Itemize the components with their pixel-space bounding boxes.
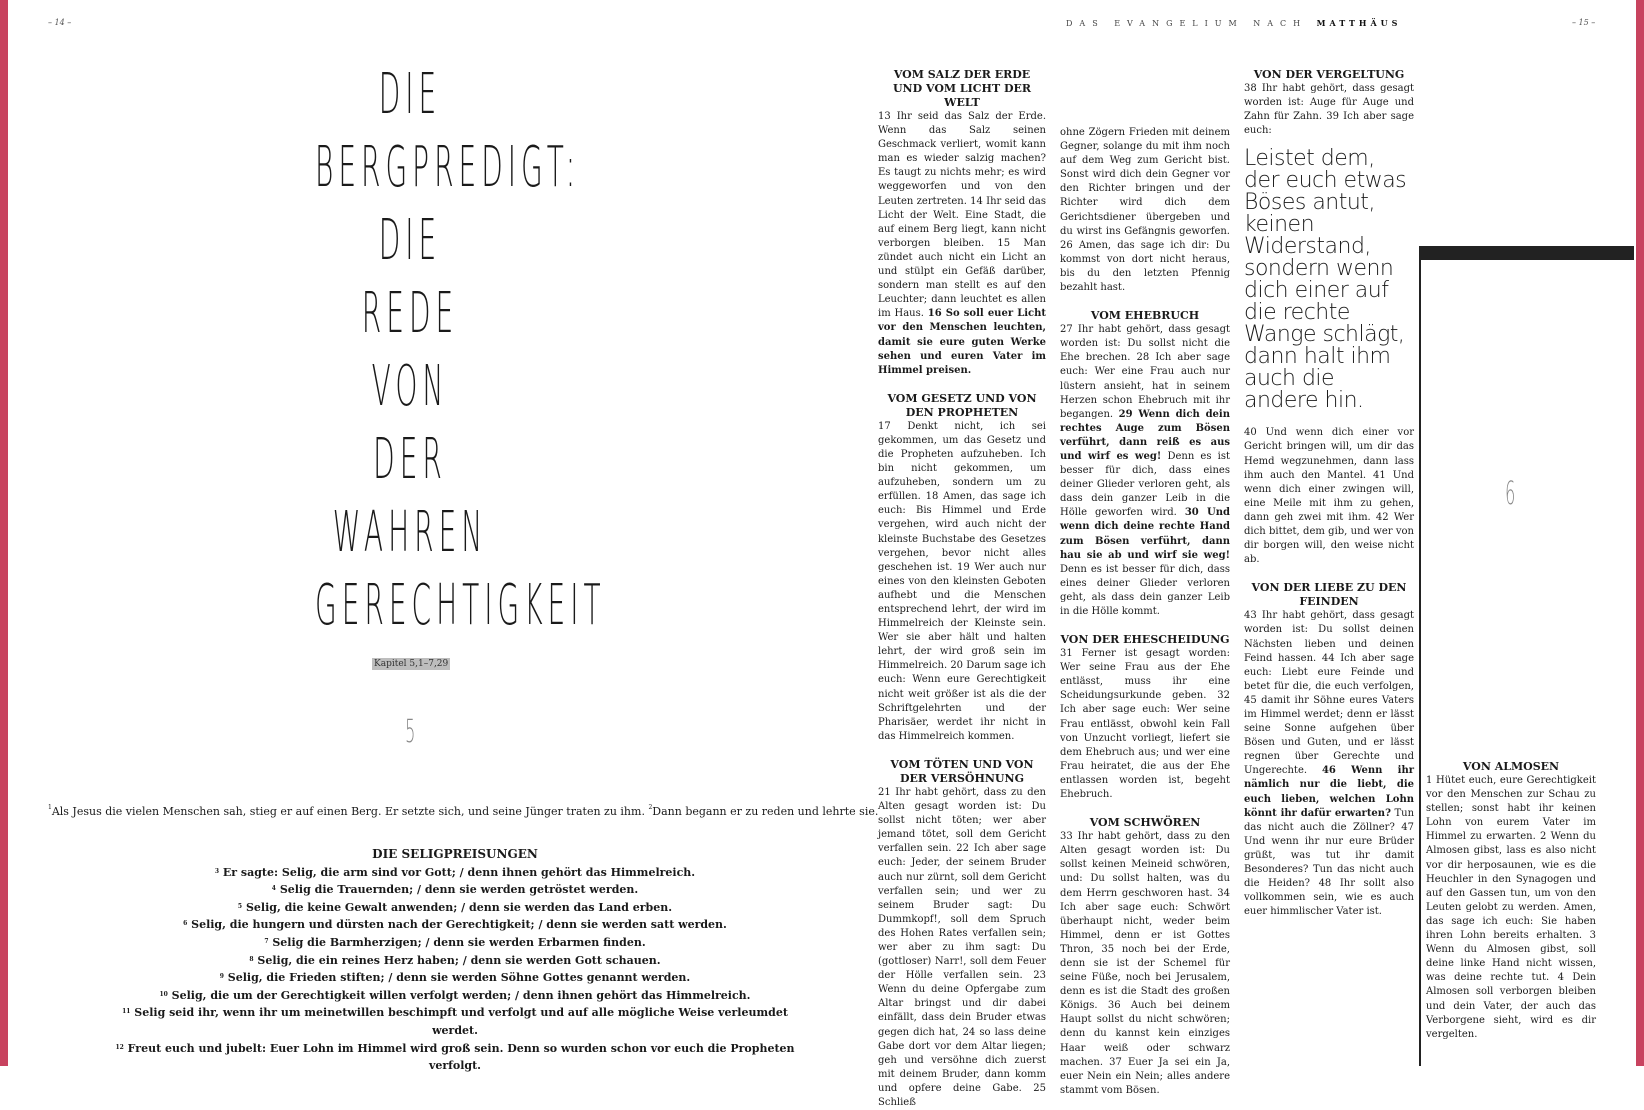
right-page-edge (1636, 0, 1644, 1066)
intro-verse: $^1$Als Jesus die vielen Menschen sah, stieg er auf einen Berg. Er setzte sich, und seine Jünger traten zu ihm. $^2$Dann begann er zu reden und lehrte sie. (48, 804, 879, 818)
paragraph: 27 Ihr habt gehört, dass gesagt worden ist: Du sollst nicht die Ehe brechen. 28 Ich aber sage euch: Wer eine Frau auch nur lüstern ansieht, hat in seinem Herzen schon Ehebruch mit ihr begangen. 29 Wenn dich dein rechtes Auge zum Bösen verführt, dann reiß es aus und wirf es weg! Denn es ist besser für dich, dass eines deiner Glieder verloren geht, als dass dein ganzer Leib in die Hölle geworfen wird. 30 Und wenn dich deine rechte Hand zum Bösen verführt, dann hau sie ab und wirf sie weg! Denn es ist besser für dich, dass eines deiner Glieder verloren geht, als dass dein ganzer Leib in die Hölle kommt. (1060, 324, 1230, 617)
paragraph: 38 Ihr habt gehört, dass gesagt worden ist: Auge für Auge und Zahn für Zahn. 39 Ich aber sage euch: (1244, 83, 1414, 137)
title-line: WAHREN (332, 500, 488, 565)
chapter-number: 6 (1505, 474, 1516, 512)
paragraph: 13 Ihr seid das Salz der Erde. Wenn das Salz seinen Geschmack verliert, womit kann man es wieder salzig machen? Es taugt zu nichts mehr; es wird weggeworfen und von den Leuten zertreten. 14 Ihr seid das Licht der Welt. Eine Stadt, die auf einem Berg liegt, kann nicht verborgen bleiben. 15 Man zündet auch nicht ein Licht an und stülpt ein Gefäß darüber, sondern man stellt es auf den Leuchter; dann leuchtet es allen im Haus. 16 So soll euer Licht vor den Menschen leuchten, damit sie eure guten Werke sehen und euren Vater im Himmel preisen. (878, 111, 1047, 376)
verse-line: $^5$ Selig, die keine Gewalt anwenden; / denn sie werden das Land erben. (237, 900, 673, 914)
title-line: REDE (361, 281, 459, 346)
running-head: DAS EVANGELIUM NACH MATTHÄUS (1066, 18, 1402, 28)
verse-line: $^{12}$ Freut euch und jubelt: Euer Lohn im Himmel wird groß sein. Denn so wurden schon vor euch die Propheten verfolgt. (115, 1041, 795, 1073)
pull-quote: Leistet dem, der euch etwas Böses antut, keinen Widerstand, sondern wenn dich einer auf die rechte Wange schlägt, dann halt ihm auch die andere hin. (1244, 146, 1407, 414)
chapter-number: 5 (405, 712, 416, 750)
section-heading: VOM SALZ DER ERDE UND VOM LICHT DER WELT (892, 68, 1032, 109)
verse-line: $^3$ Er sagte: Selig, die arm sind vor Gott; / denn ihnen gehört das Himmelreich. (214, 865, 696, 879)
paragraph: 33 Ihr habt gehört, dass zu den Alten gesagt worden ist: Du sollst keinen Meineid schwören, und: Du sollst halten, was du dem Herrn geschworen hast. 34 Ich aber sage euch: Schwört überhaupt nicht, weder beim Himmel, denn er ist Gottes Thron, 35 noch bei der Erde, denn sie ist der Schemel für seine Füße, noch bei Jerusalem, denn es ist die Stadt des großen Königs. 36 Auch bei deinem Haupt sollst du nicht schwören; denn du kannst kein einziges Haar weiß oder schwarz machen. 37 Euer Ja sei ein Ja, euer Nein ein Nein; alles andere stammt vom Bösen. (1060, 831, 1230, 1096)
section-heading: VON DER LIEBE ZU DEN FEINDEN (1251, 581, 1407, 609)
text-column-1 (878, 68, 1046, 1110)
paragraph: ohne Zögern Frieden mit deinem Gegner, solange du mit ihm noch auf dem Weg zum Gericht bist. Sonst wird dich dein Gegner vor den Richter bringen und der Richter wird dich dem Gerichtsdiener übergeben und du wirst ins Gefängnis geworfen. 26 Amen, das sage ich dir: Du kommst von dort nicht heraus, bis du den letzten Pfennig bezahlt hast. (1060, 127, 1230, 294)
section-heading: VOM TÖTEN UND VON DER VERSÖHNUNG (890, 757, 1034, 785)
text-column-3 (1244, 68, 1414, 919)
verse-line: $^4$ Selig die Trauernden; / denn sie werden getröstet werden. (271, 883, 639, 897)
paragraph: 21 Ihr habt gehört, dass zu den Alten gesagt worden ist: Du sollst nicht töten; wer aber jemand tötet, soll dem Gericht verfallen sein. 22 Ich aber sage euch: Jeder, der seinem Bruder auch nur zürnt, soll dem Gericht verfallen sein; und wer zu seinem Bruder sagt: Du Dummkopf!, soll dem Spruch des Hohen Rates verfallen sein; wer aber zu ihm sagt: Du (gottloser) Narr!, soll dem Feuer der Hölle verfallen sein. 23 Wenn du deine Opfergabe zum Altar bringst und dir dabei einfällt, dass dein Bruder etwas gegen dich hat, 24 so lass deine Gabe dort vor dem Altar liegen; geh und versöhne dich zuerst mit deinem Bruder, dann komm und opfere deine Gabe. 25 Schließ (878, 786, 1046, 1108)
section-heading: VON DER VERGELTUNG (1253, 68, 1405, 81)
title-line: DIE (378, 62, 442, 127)
text-column-2 (1060, 126, 1230, 1098)
section-heading: VON DER EHESCHEIDUNG (1060, 633, 1230, 647)
title-line: DER (373, 427, 447, 492)
title-line: DIE (378, 208, 442, 273)
paragraph: 31 Ferner ist gesagt worden: Wer seine Frau aus der Ehe entlässt, muss ihr eine Scheidungsurkunde geben. 32 Ich aber sage euch: Wer seine Frau entlässt, obwohl kein Fall von Unzucht vorliegt, liefert sie dem Ehebruch aus; und wer eine Frau heiratet, die aus der Ehe entlassen worden ist, begeht Ehebruch. (1060, 648, 1230, 801)
paragraph: 40 Und wenn dich einer vor Gericht bringen will, um dir das Hemd wegzunehmen, dann lass ihm auch den Mantel. 41 Und wenn dich einer zwingen will, eine Meile mit ihm zu gehen, dann geh zwei mit ihm. 42 Wer dich bittet, dem gib, und wer von dir borgen will, den weise nicht ab. (1244, 427, 1414, 566)
section-heading: DIE SELIGPREISUNGEN (372, 847, 538, 861)
left-page-edge (0, 0, 8, 1066)
chapter-divider-line (1419, 246, 1421, 1066)
right-page-number: – 15 – (1572, 18, 1596, 27)
verse-line: $^8$ Selig, die ein reines Herz haben; / denn sie werden Gott schauen. (249, 953, 661, 967)
chapter-reference: Kapitel 5,1–7,29 (374, 659, 449, 669)
section-heading: VOM GESETZ UND VON DEN PROPHETEN (887, 391, 1037, 419)
section-heading: VON ALMOSEN (1462, 760, 1560, 773)
verse-line: $^9$ Selig, die Frieden stiften; / denn sie werden Söhne Gottes genannt werden. (219, 971, 691, 985)
verse-line: $^6$ Selig, die hungern und dürsten nach der Gerechtigkeit; / denn sie werden satt werden. (183, 918, 727, 932)
verse-line: $^7$ Selig die Barmherzigen; / denn sie werden Erbarmen finden. (264, 935, 646, 949)
verse-line: $^{11}$ Selig seid ihr, wenn ihr um meinetwillen beschimpft und verfolgt und auf alle mögliche Weise verleumdet werdet. (122, 1006, 788, 1037)
title-line: BERGPREDIGT: (315, 135, 581, 200)
verse-line: $^{10}$ Selig, die um der Gerechtigkeit willen verfolgt werden; / denn ihnen gehört das Himmelreich. (159, 988, 751, 1002)
text-column-4 (1426, 760, 1596, 1042)
title-line: VON (371, 354, 449, 419)
beatitudes (100, 846, 810, 1075)
title-line: GERECHTIGKEIT (315, 573, 606, 638)
paragraph: 43 Ihr habt gehört, dass gesagt worden ist: Du sollst deinen Nächsten lieben und deinen Feind hassen. 44 Ich aber sage euch: Liebt eure Feinde und betet für die, die euch verfolgen, 45 damit ihr Söhne eures Vaters im Himmel werdet; denn er lässt seine Sonne aufgehen über Bösen und Guten, und er lässt regnen über Gerechte und Ungerechte. 46 Wenn ihr nämlich nur die liebt, die euch lieben, welchen Lohn könnt ihr dafür erwarten? Tun das nicht auch die Zöllner? 47 Und wenn ihr nur eure Brüder grüßt, was tut ihr damit Besonderes? Tun das nicht auch die Heiden? 48 Ihr sollt also vollkommen sein, wie es auch euer himmlischer Vater ist. (1244, 610, 1415, 918)
paragraph: 17 Denkt nicht, ich sei gekommen, um das Gesetz und die Propheten aufzuheben. Ich bin nicht gekommen, um aufzuheben, sondern um zu erfüllen. 18 Amen, das sage ich euch: Bis Himmel und Erde vergehen, wird auch nicht der kleinste Buchstabe des Gesetzes vergehen, bevor nicht alles geschehen ist. 19 Wer auch nur eines von den kleinsten Geboten aufhebt und die Menschen entsprechend lehrt, der wird im Himmelreich der Kleinste sein. Wer sie aber hält und halten lehrt, der wird groß sein im Himmelreich. 20 Darum sage ich euch: Wenn eure Gerechtigkeit nicht weit größer ist als die der Schriftgelehrten und der Pharisäer, werdet ihr nicht in das Himmelreich kommen. (878, 420, 1046, 742)
left-page-number: – 14 – (48, 18, 72, 27)
chapter-divider-bar (1420, 246, 1634, 260)
chapter-title (220, 58, 606, 642)
section-heading: VOM SCHWÖREN (1089, 816, 1201, 830)
paragraph: 1 Hütet euch, eure Gerechtigkeit vor den Menschen zur Schau zu stellen; sonst habt ihr keinen Lohn von eurem Vater im Himmel zu erwarten. 2 Wenn du Almosen gibst, lass es also nicht vor dir herposaunen, wie es die Heuchler in den Synagogen und auf den Gassen tun, um von den Leuten gelobt zu werden. Amen, das sage ich euch: Sie haben ihren Lohn bereits erhalten. 3 Wenn du Almosen gibst, soll deine linke Hand nicht wissen, was deine rechte tut. 4 Dein Almosen soll verborgen bleiben und dein Vater, der auch das Verborgene sieht, wird es dir vergelten. (1426, 775, 1596, 1040)
section-heading: VOM EHEBRUCH (1090, 309, 1200, 323)
